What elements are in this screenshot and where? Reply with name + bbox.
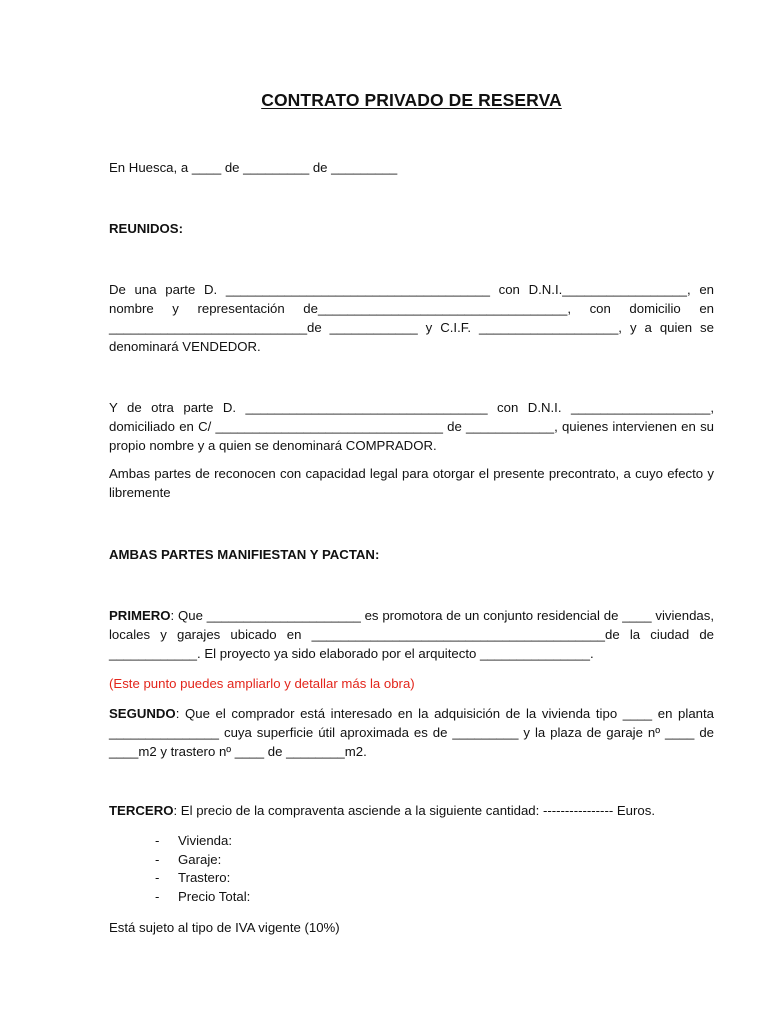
list-dash: -: [155, 851, 160, 867]
clause-primero-label: PRIMERO: [109, 608, 171, 623]
list-item: [155, 832, 250, 851]
list-item: [155, 888, 250, 907]
price-item-label: Trastero:: [178, 870, 231, 885]
price-item-label: Precio Total:: [178, 888, 251, 904]
manifiestan-heading: AMBAS PARTES MANIFIESTAN Y PACTAN:: [109, 547, 380, 562]
list-dash: -: [155, 833, 160, 848]
reunidos-heading: REUNIDOS:: [109, 221, 183, 236]
clause-segundo: [109, 704, 714, 761]
clause-segundo-text: : Que el comprador está interesado en la adquisición de la vivienda tipo ____ en planta _______________ cuya superficie útil aproximada es de _________ y la plaza de garaje nº ____ de ____m2 y trastero nº ____ de ________m2.: [109, 706, 714, 759]
place-date-line: En Huesca, a ____ de _________ de _________: [109, 160, 398, 175]
clause-tercero-text: : El precio de la compraventa asciende a la siguiente cantidad: ---------------- Euros.: [173, 803, 656, 818]
capacidad-paragraph: Ambas partes de reconocen con capacidad legal para otorgar el presente precontrato, a cuyo efecto y libremente: [109, 466, 714, 500]
list-dash: -: [155, 870, 160, 885]
clause-primero: [109, 606, 714, 663]
clause-segundo-label: SEGUNDO: [109, 706, 176, 721]
price-breakdown-list: [155, 832, 250, 906]
price-item-label: Garaje:: [178, 851, 222, 867]
list-item: [155, 851, 250, 870]
editor-note: (Este punto puedes ampliarlo y detallar más la obra): [109, 676, 415, 691]
list-dash: -: [155, 888, 160, 904]
iva-line: Está sujeto al tipo de IVA vigente (10%): [109, 920, 340, 935]
clause-primero-text: : Que _____________________ es promotora de un conjunto residencial de ____ viviendas, locales y garajes ubicado en ________________________________________de la ciudad de ____________. El proyecto ya sido elaborado por el arquitecto _______________.: [109, 608, 714, 661]
clause-tercero: [109, 801, 714, 820]
parte-comprador-paragraph: Y de otra parte D. _________________________________ con D.N.I. ___________________, domiciliado en C/ _______________________________ de ____________, quienes intervienen en su propio nombre y a quien se denominará COMPRADOR.: [109, 400, 714, 453]
list-item: [155, 869, 250, 888]
parte-vendedor-paragraph: De una parte D. ____________________________________ con D.N.I._________________, en nombre y representación de__________________________________, con domicilio en ___________________________de ____________ y C.I.F. ___________________, y a quien se denominará VENDEDOR.: [109, 282, 714, 354]
document-title: CONTRATO PRIVADO DE RESERVA: [261, 90, 562, 110]
price-item-label: Vivienda:: [178, 833, 233, 848]
clause-tercero-label: TERCERO: [109, 803, 174, 818]
